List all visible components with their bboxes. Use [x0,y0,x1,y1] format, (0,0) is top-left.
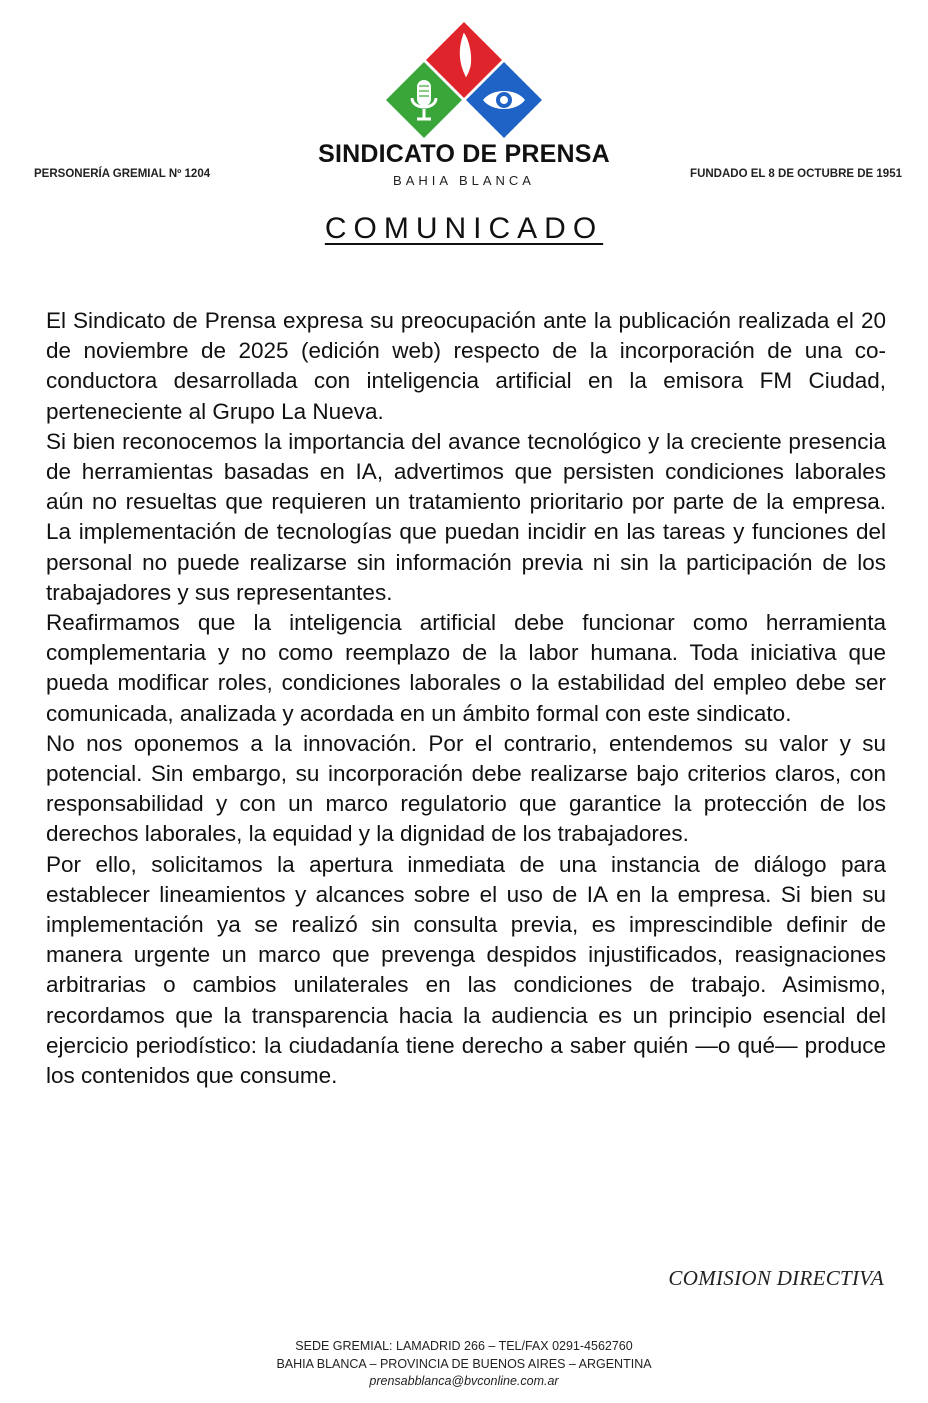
signature: COMISION DIRECTIVA [668,1266,884,1290]
document-body [46,306,886,1091]
document-title: COMUNICADO [324,212,604,245]
footer-email: prensabblanca@bvconline.com.ar [369,1374,559,1388]
founding-date: FUNDADO EL 8 DE OCTUBRE DE 1951 [690,168,902,180]
paragraph: Por ello, solicitamos la apertura inmediata de una instancia de diálogo para establecer lineamientos y alcances sobre el uso de IA en la empresa. Si bien su implementación ya se realizó sin consulta previa, es imprescindible definir de manera urgente un marco que prevenga despidos injustificados, reasignaciones arbitrarias o cambios unilaterales en las condiciones de trabajo. Asimismo, recordamos que la transparencia hacia la audiencia es un principio esencial del ejercicio periodístico: la ciudadanía tiene derecho a saber quién —o qué— produce los contenidos que consume. [46,851,886,1089]
organization-name: SINDICATO DE PRENSA [318,140,610,168]
registration-number: PERSONERÍA GREMIAL Nº 1204 [34,168,211,180]
organization-city: BAHIA BLANCA [393,173,535,188]
footer-location: BAHIA BLANCA – PROVINCIA DE BUENOS AIRES – ARGENTINA [276,1356,652,1371]
paragraph: No nos oponemos a la innovación. Por el contrario, entendemos su valor y su potencial. Sin embargo, su incorporación debe realizarse bajo criterios claros, con responsabilidad y con un marco regulatorio que garantice la protección de los derechos laborales, la equidad y la dignidad de los trabajadores. [46,730,886,847]
union-logo [384,10,544,146]
paragraph: Si bien reconocemos la importancia del avance tecnológico y la creciente presencia de herramientas basadas en IA, advertimos que persisten condiciones laborales aún no resueltas que requieren un tratamiento prioritario por parte de la empresa. La implementación de tecnologías que puedan incidir en las tareas y funciones del personal no puede realizarse sin información previa ni sin la participación de los trabajadores y sus representantes. [46,428,886,605]
document-title-wrapper [0,212,928,246]
paragraph: El Sindicato de Prensa expresa su preocupación ante la publicación realizada el 20 de noviembre de 2025 (edición web) respecto de la incorporación de una co-conductora desarrollada con inteligencia artificial en la emisora FM Ciudad, perteneciente al Grupo La Nueva. [46,308,886,424]
footer-address: SEDE GREMIAL: LAMADRID 266 – TEL/FAX 0291-4562760 [295,1339,633,1353]
paragraph: Reafirmamos que la inteligencia artificial debe funcionar como herramienta complementaria y no como reemplazo de la labor humana. Toda iniciativa que pueda modificar roles, condiciones laborales o la estabilidad del empleo debe ser comunicada, analizada y acordada en un ámbito formal con este sindicato. [46,610,886,726]
footer [0,1338,928,1391]
